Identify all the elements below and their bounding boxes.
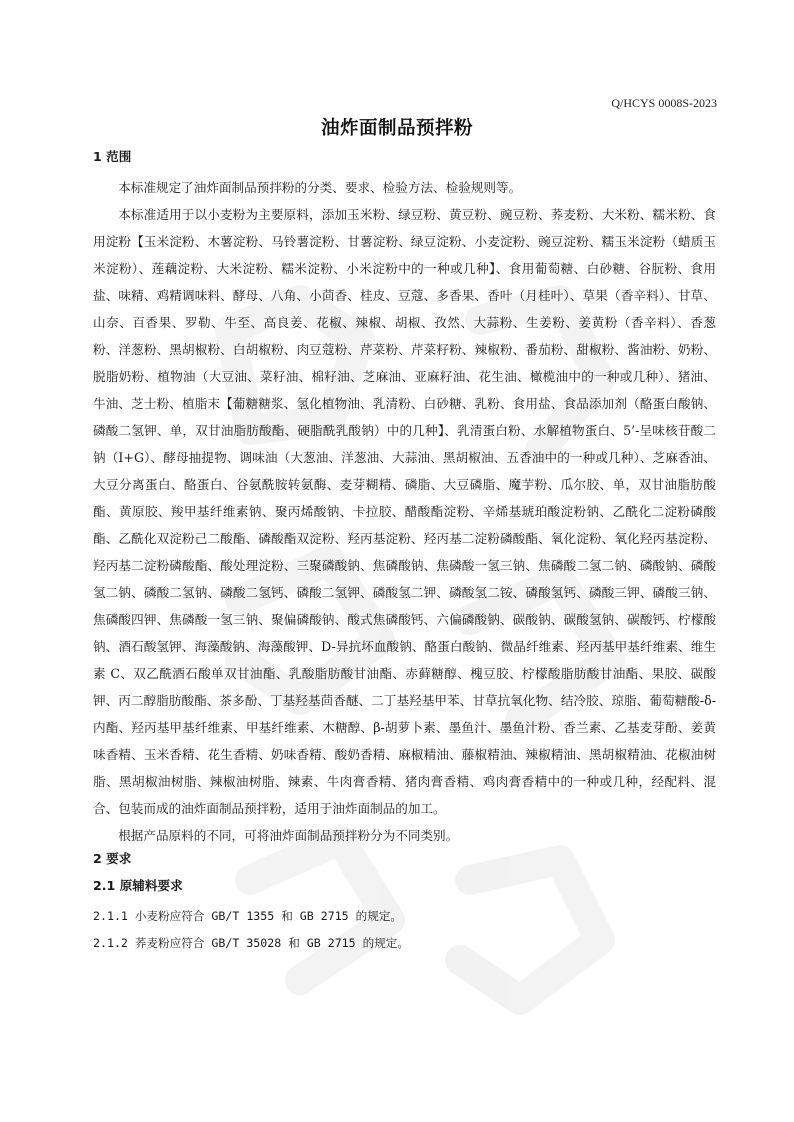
scope-paragraph-1: 本标准规定了油炸面制品预拌粉的分类、要求、检验方法、检验规则等。 — [118, 180, 522, 195]
document-code: Q/HCYS 0008S-2023 — [611, 96, 717, 110]
section-heading-scope: 1 范围 — [93, 149, 132, 164]
page-title: 油炸面制品预拌粉 — [320, 118, 473, 139]
subsection-heading-raw-materials: 2.1 原辅料要求 — [93, 878, 183, 893]
clause-2-1-2: 2.1.2 荞麦粉应符合 GB/T 35028 和 GB 2715 的规定。 — [93, 936, 409, 950]
clause-2-1-1: 2.1.1 小麦粉应符合 GB/T 1355 和 GB 2715 的规定。 — [93, 909, 403, 923]
scope-paragraph-2: 本标准适用于以小麦粉为主要原料，添加玉米粉、绿豆粉、黄豆粉、豌豆粉、荞麦粉、大米粉、糯米粉、食用淀粉【玉米淀粉、木薯淀粉、马铃薯淀粉、甘薯淀粉、绿豆淀粉、小麦淀粉、豌豆淀粉、糯玉米淀粉（蜡质玉米淀粉）、莲藕淀粉、大米淀粉、糯米淀粉、小米淀粉中的一种或几种】、食用葡萄糖、白砂糖、谷朊粉、食用盐、味精、鸡精调味料、酵母、八角、小茴香、桂皮、豆蔻、多香果、香叶（月桂叶）、草果（香辛料）、甘草、山奈、百香果、罗勒、牛至、高良姜、花椒、辣椒、胡椒、孜然、大蒜粉、生姜粉、姜黄粉（香辛料）、香葱粉、洋葱粉、黑胡椒粉、白胡椒粉、肉豆蔻粉、芹菜粉、芹菜籽粉、辣椒粉、番茄粉、甜椒粉、酱油粉、奶粉、脱脂奶粉、植物油（大豆油、菜籽油、棉籽油、芝麻油、亚麻籽油、花生油、橄榄油中的一种或几种）、猪油、牛油、芝士粉、植脂末【葡糖糖浆、氢化植物油、乳清粉、白砂糖、乳粉、食用盐、食品添加剂（酪蛋白酸钠、磷酸二氢钾、单，双甘油脂肪酸酯、硬脂酰乳酸钠）中的几种】、乳清蛋白粉、水解植物蛋白、5’-呈味核苷酸二钠（I+G）、酵母抽提物、调味油（大葱油、洋葱油、大蒜油、黑胡椒油、五香油中的一种或几种）、芝麻香油、大豆分离蛋白、酪蛋白、谷氨酰胺转氨酶、麦芽糊精、磷脂、大豆磷脂、魔芋粉、瓜尔胶、单，双甘油脂肪酸酯、黄原胶、羧甲基纤维素钠、聚丙烯酸钠、卡拉胶、醋酸酯淀粉、辛烯基琥珀酸淀粉钠、乙酰化二淀粉磷酸酯、乙酰化双淀粉己二酸酯、磷酸酯双淀粉、羟丙基淀粉、羟丙基二淀粉磷酸酯、氧化淀粉、氧化羟丙基淀粉、羟丙基二淀粉磷酸酯、酸处理淀粉、三聚磷酸钠、焦磷酸钠、焦磷酸一氢三钠、焦磷酸二氢二钠、磷酸钠、磷酸氢二钠、磷酸二氢钠、磷酸二氢钙、磷酸二氢钾、磷酸氢二钾、磷酸氢二铵、磷酸氢钙、磷酸三钾、磷酸三钠、焦磷酸四钾、焦磷酸一氢三钠、聚偏磷酸钠、酸式焦磷酸钙、六偏磷酸钠、碳酸钠、碳酸氢钠、碳酸钙、柠檬酸钠、酒石酸氢钾、海藻酸钠、海藻酸钾、D-异抗坏血酸钠、酪蛋白酸钠、微晶纤维素、羟丙基甲基纤维素、维生素 C、双乙酰酒石酸单双甘油酯、乳酸脂肪酸甘油酯、赤藓糖醇、槐豆胶、柠檬酸脂肪酸甘油酯、果胶、碳酸钾、丙二醇脂肪酸酯、茶多酚、丁基羟基茴香醚、二丁基羟基甲苯、甘草抗氧化物、结冷胶、琼脂、葡萄糖酸-δ-内酯、羟丙基甲基纤维素、甲基纤维素、木糖醇、β-胡萝卜素、墨鱼汁、墨鱼汁粉、香兰素、乙基麦芽酚、姜黄味香精、玉米香精、花生香精、奶味香精、酸奶香精、麻椒精油、藤椒精油、辣椒精油、黑胡椒精油、花椒油树脂、黑胡椒油树脂、辣椒油树脂、辣素、牛肉膏香精、猪肉膏香精、鸡肉膏香精中的一种或几种，经配料、混合、包装而成的油炸面制品预拌粉，适用于油炸面制品的加工。 — [93, 207, 716, 816]
scope-paragraph-3: 根据产品原料的不同，可将油炸面制品预拌粉分为不同类别。 — [118, 828, 459, 843]
document-body — [93, 147, 716, 957]
section-heading-requirements: 2 要求 — [93, 851, 132, 866]
